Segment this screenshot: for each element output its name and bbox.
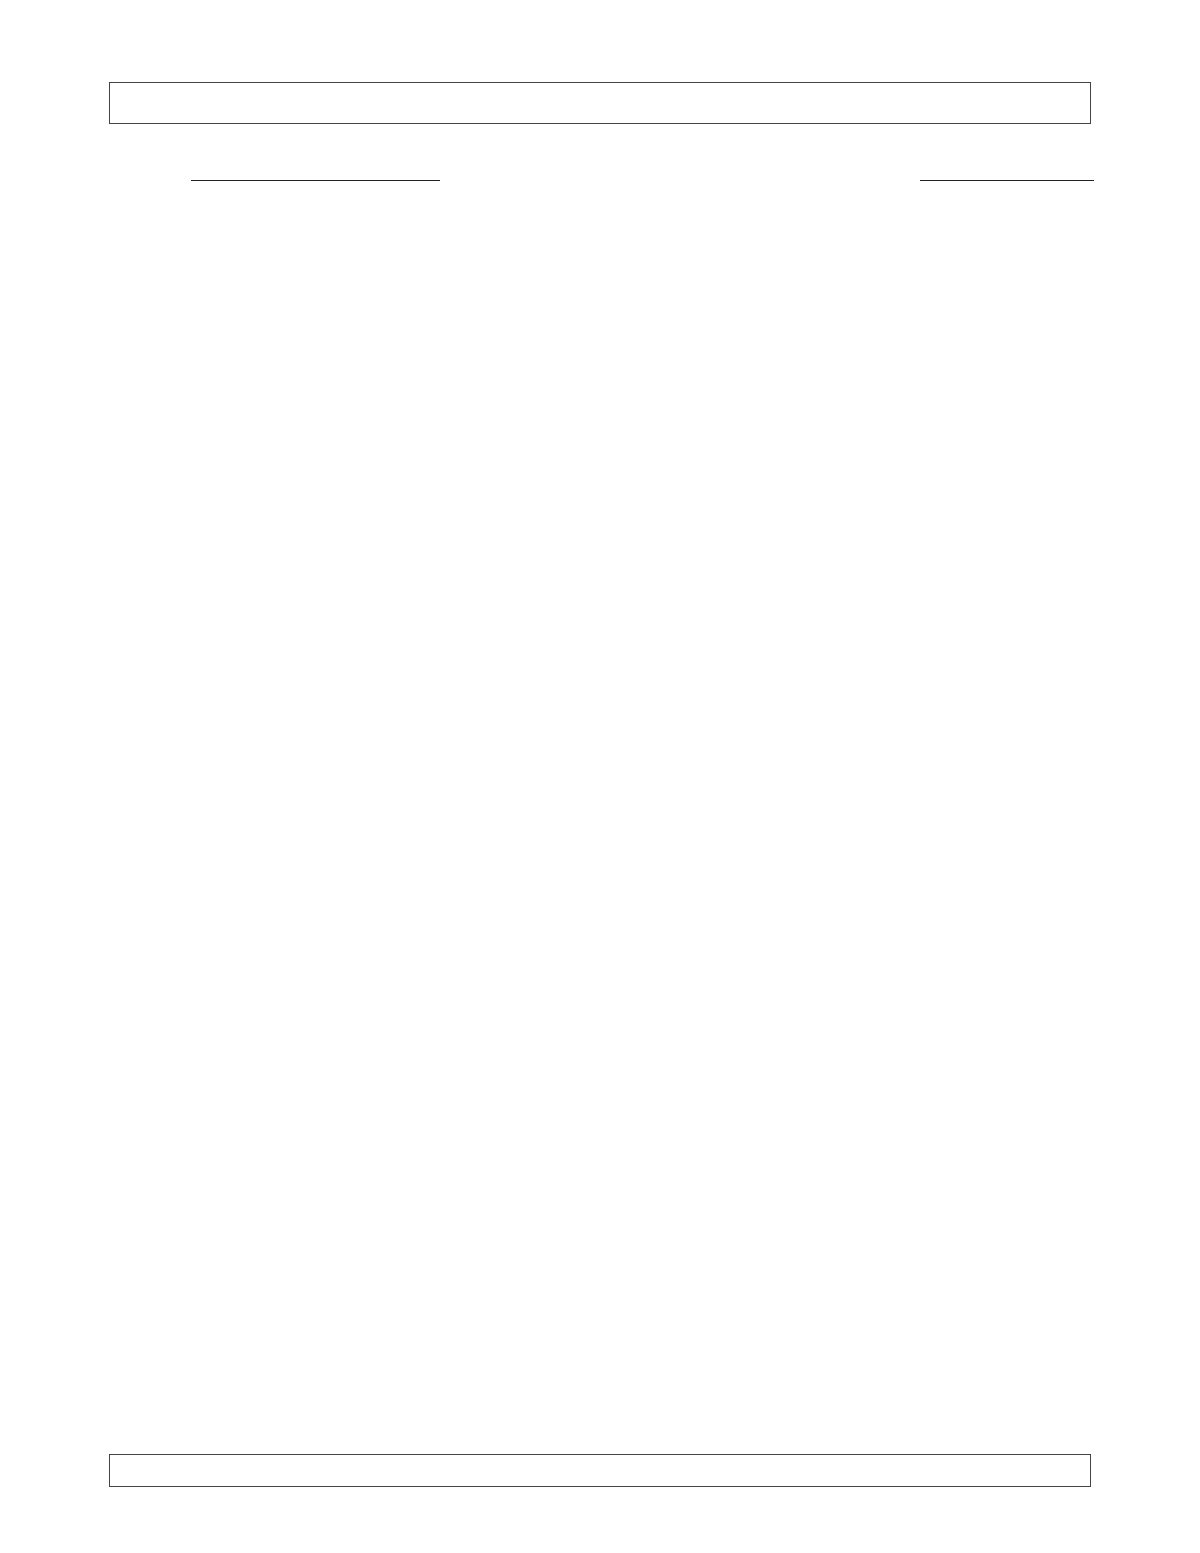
date-line[interactable] xyxy=(920,180,1094,181)
worksheet-title-box xyxy=(109,82,1091,124)
name-line[interactable] xyxy=(191,180,440,181)
footer-box xyxy=(109,1454,1091,1487)
